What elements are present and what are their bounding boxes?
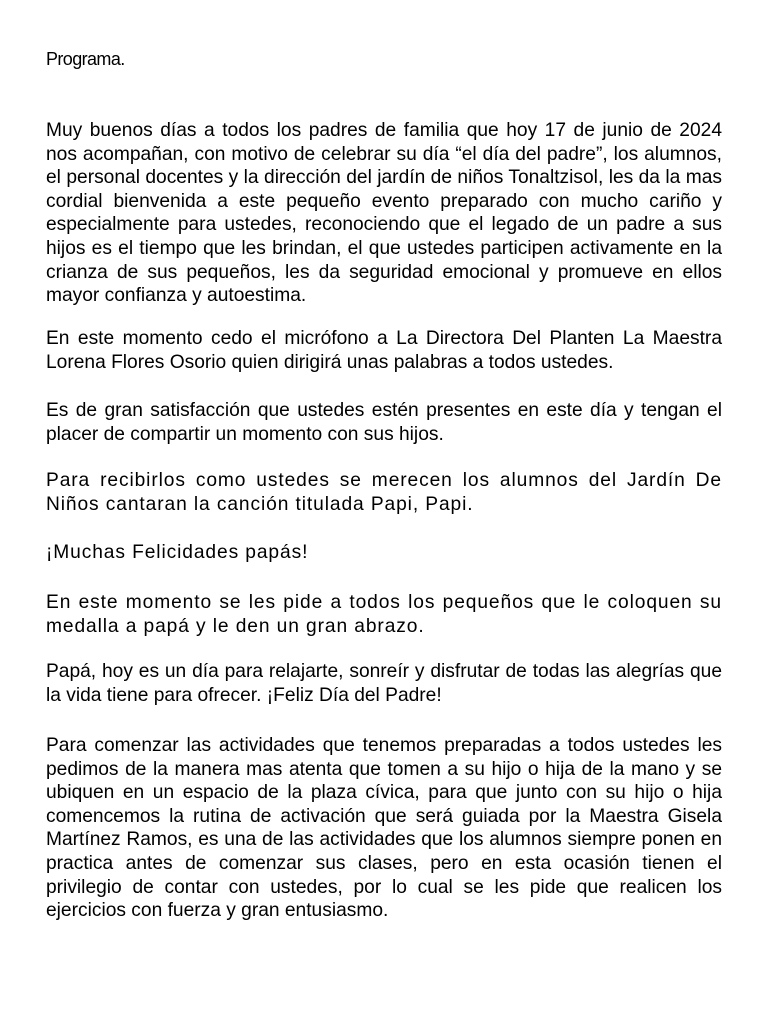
paragraph-activities: Para comenzar las actividades que tenemos preparadas a todos ustedes les pedimos de la manera mas atenta que tomen a su hijo o hija de la mano y se ubiquen en un espacio de la plaza cívica, para que junto con su hijo o hija comencemos la rutina de activación que será guiada por la Maestra Gisela Martínez Ramos, es una de las actividades que los alumnos siempre ponen en practica antes de comenzar sus clases, pero en esta ocasión tienen el privilegio de contar con ustedes, por lo cual se les pide que realicen los ejercicios con fuerza y gran entusiasmo. [46,735,722,922]
paragraph-satisfaction: Es de gran satisfacción que ustedes estén presentes en este día y tengan el placer de compartir un momento con sus hijos. [46,400,722,445]
paragraph-welcome: Muy buenos días a todos los padres de familia que hoy 17 de junio de 2024 nos acompañan, con motivo de celebrar su día “el día del padre”, los alumnos, el personal docentes y la dirección del jardín de niños Tonaltzisol, les da la mas cordial bienvenida a este pequeño evento preparado con mucho cariño y especialmente para ustedes, reconociendo que el legado de un padre a sus hijos es el tiempo que les brindan, el que ustedes participen activamente en la crianza de sus pequeños, les da seguridad emocional y promueve en ellos mayor confianza y autoestima. [46,120,722,307]
paragraph-fathers-day: Papá, hoy es un día para relajarte, sonreír y disfrutar de todas las alegrías que la vida tiene para ofrecer. ¡Feliz Día del Padre! [46,661,722,706]
paragraph-medal: En este momento se les pide a todos los pequeños que le coloquen su medalla a papá y le den un gran abrazo. [46,592,722,637]
paragraph-congratulations: ¡Muchas Felicidades papás! [46,542,309,563]
paragraph-director: En este momento cedo el micrófono a La Directora Del Planten La Maestra Lorena Flores Osorio quien dirigirá unas palabras a todos ustedes. [46,328,722,373]
paragraph-song: Para recibirlos como ustedes se merecen los alumnos del Jardín De Niños cantaran la canción titulada Papi, Papi. [46,470,722,515]
document-title: Programa. [46,49,125,69]
